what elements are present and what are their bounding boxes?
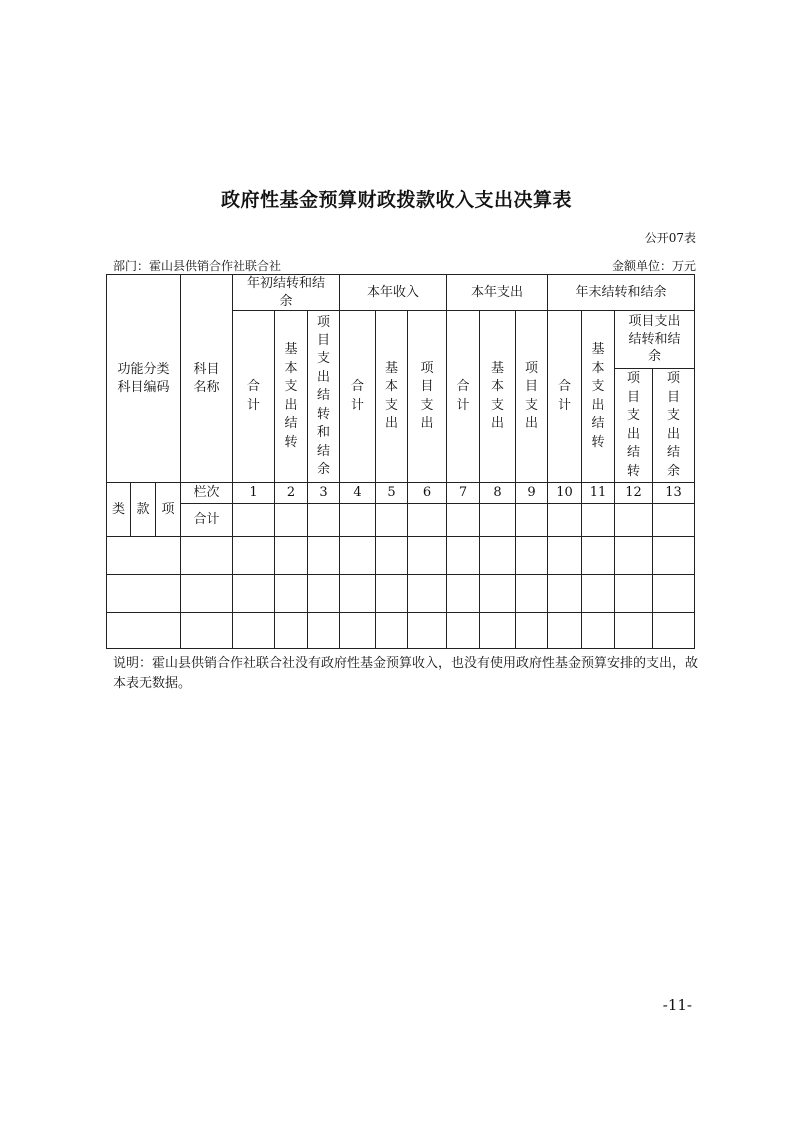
table-cell [548, 613, 582, 649]
header-end-project-carryover [615, 369, 653, 483]
header-begin-balance [233, 275, 340, 311]
sum-row-label: 合计 [181, 504, 233, 537]
table-cell [308, 504, 340, 537]
header-end-basic-label: 基本支出结转 [591, 342, 605, 450]
table-row [107, 575, 695, 613]
table-cell [233, 613, 275, 649]
table-cell [233, 537, 275, 575]
table-cell [582, 537, 615, 575]
header-begin-total-label: 合计 [246, 379, 260, 413]
table-cell [340, 504, 376, 537]
table-cell [516, 504, 548, 537]
budget-table [106, 274, 695, 649]
header-expense-project [516, 311, 548, 483]
table-cell [480, 537, 516, 575]
column-number: 10 [548, 483, 582, 504]
column-number: 11 [582, 483, 615, 504]
header-income-project [408, 311, 447, 483]
table-row [107, 613, 695, 649]
table-cell [275, 504, 308, 537]
table-cell [653, 504, 695, 537]
header-end-project [615, 311, 695, 369]
column-number: 1 [233, 483, 275, 504]
header-end-total [548, 311, 582, 483]
header-income-total-label: 合计 [350, 379, 364, 413]
header-lei: 类 [107, 483, 131, 537]
table-cell [408, 504, 447, 537]
header-end-project-carryover-label: 项目支出结转 [626, 371, 640, 479]
table-cell [548, 575, 582, 613]
table-row-sum [107, 504, 695, 537]
table-cell [376, 537, 408, 575]
header-income-project-label: 项目支出 [420, 360, 434, 432]
department-label: 部门：霍山县供销合作社联合社 [113, 259, 282, 273]
table-cell [447, 537, 480, 575]
table-cell [582, 575, 615, 613]
column-number: 4 [340, 483, 376, 504]
table-cell [376, 575, 408, 613]
page-number: -11- [662, 996, 692, 1014]
table-cell [376, 504, 408, 537]
table-cell [582, 504, 615, 537]
column-number: 12 [615, 483, 653, 504]
header-income: 本年收入 [340, 275, 447, 311]
page-title: 政府性基金预算财政拨款收入支出决算表 [220, 189, 572, 211]
table-row [107, 537, 695, 575]
table-cell [233, 504, 275, 537]
table-cell [107, 613, 181, 649]
header-expense-basic [480, 311, 516, 483]
header-expense-project-label: 项目支出 [524, 360, 538, 432]
table-cell [181, 613, 233, 649]
header-begin-balance-label: 年初结转和结余 [246, 276, 325, 309]
table-cell [308, 537, 340, 575]
table-cell [107, 575, 181, 613]
table-cell [408, 613, 447, 649]
table-cell [615, 537, 653, 575]
table-cell [516, 537, 548, 575]
table-cell [653, 537, 695, 575]
table-cell [233, 575, 275, 613]
header-end-basic [582, 311, 615, 483]
table-cell [516, 575, 548, 613]
table-cell [480, 613, 516, 649]
table-cell [548, 537, 582, 575]
table-cell [447, 575, 480, 613]
header-begin-project-label: 项目支出结转和结余 [316, 314, 330, 478]
table-cell [181, 575, 233, 613]
explanation-note: 说明：霍山县供销合作社联合社没有政府性基金预算收入，也没有使用政府性基金预算安排的支出，故本表无数据。 [113, 656, 699, 691]
table-cell [340, 575, 376, 613]
header-expense: 本年支出 [447, 275, 548, 311]
table-cell [275, 575, 308, 613]
header-xiang: 项 [156, 483, 181, 537]
header-income-basic-label: 基本支出 [384, 360, 398, 432]
table-cell [582, 613, 615, 649]
column-number: 3 [308, 483, 340, 504]
table-cell [615, 575, 653, 613]
table-cell [308, 575, 340, 613]
header-func-class-label: 功能分类科目编码 [117, 362, 170, 395]
table-cell [480, 575, 516, 613]
header-func-class [107, 275, 181, 483]
column-number: 13 [653, 483, 695, 504]
header-end-project-label: 项目支出结转和结余 [628, 314, 681, 365]
column-number: 5 [376, 483, 408, 504]
table-cell [447, 613, 480, 649]
table-cell [408, 537, 447, 575]
table-cell [408, 575, 447, 613]
header-begin-basic [275, 311, 308, 483]
header-end-balance: 年末结转和结余 [548, 275, 695, 311]
table-cell [653, 613, 695, 649]
table-cell [181, 537, 233, 575]
header-kuan: 款 [131, 483, 156, 537]
header-expense-total [447, 311, 480, 483]
table-cell [107, 537, 181, 575]
column-number: 6 [408, 483, 447, 504]
header-end-total-label: 合计 [557, 379, 571, 413]
table-cell [275, 537, 308, 575]
header-column-index: 栏次 [181, 483, 233, 504]
header-end-project-balance-label: 项目支出结余 [666, 371, 680, 479]
table-cell [340, 613, 376, 649]
table-cell [615, 613, 653, 649]
form-code: 公开07表 [644, 231, 696, 245]
table-cell [480, 504, 516, 537]
header-begin-total [233, 311, 275, 483]
table-cell [516, 613, 548, 649]
header-end-project-balance [653, 369, 695, 483]
header-income-basic [376, 311, 408, 483]
table-cell [548, 504, 582, 537]
table-cell [653, 575, 695, 613]
header-begin-basic-label: 基本支出结转 [284, 342, 298, 450]
header-income-total [340, 311, 376, 483]
header-subject-name-label: 科目名称 [193, 362, 220, 395]
header-expense-basic-label: 基本支出 [490, 360, 504, 432]
header-subject-name [181, 275, 233, 483]
table-cell [275, 613, 308, 649]
column-number: 9 [516, 483, 548, 504]
table-cell [447, 504, 480, 537]
column-number: 8 [480, 483, 516, 504]
table-cell [308, 613, 340, 649]
column-number: 7 [447, 483, 480, 504]
column-number: 2 [275, 483, 308, 504]
unit-label: 金额单位：万元 [611, 259, 696, 273]
table-cell [615, 504, 653, 537]
table-cell [340, 537, 376, 575]
header-begin-project [308, 311, 340, 483]
header-expense-total-label: 合计 [456, 379, 470, 413]
table-cell [376, 613, 408, 649]
